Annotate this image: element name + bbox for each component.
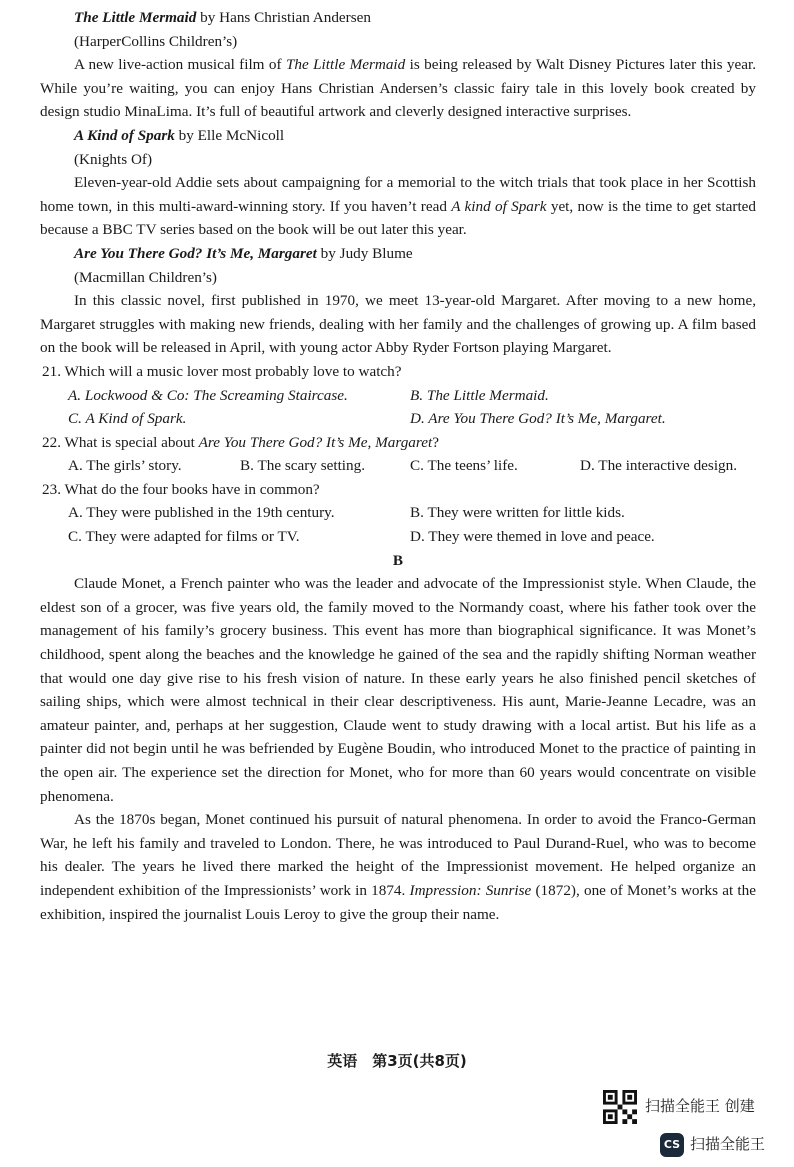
book-author: by Judy Blume: [316, 244, 413, 262]
question-21-stem: 21. Which will a music lover most probably love to watch?: [42, 362, 402, 380]
question-23-options-row2: [40, 525, 756, 549]
camscanner-logo-icon: CS: [660, 1133, 684, 1157]
book-description: A new live-action musical film of The Little Mermaid is being released by Walt Disney Pictures later this year. While you’re waiting, you can enjoy Hans Christian Andersen’s classic fairy tale in this lovely book created by design studio MinaLima. It’s full of beautiful artwork and cleverly designed interactive surprises.: [40, 56, 757, 121]
book-author: by Elle McNicoll: [174, 126, 285, 144]
question-23-options-row1: [40, 501, 756, 525]
option-a[interactable]: A. They were published in the 19th century.: [68, 504, 335, 522]
option-d[interactable]: D. The interactive design.: [580, 457, 738, 475]
page-footer: 英语 第3页(共8页): [327, 1052, 467, 1070]
book-publisher: (HarperCollins Children’s): [74, 32, 238, 50]
question-21-options-row1: [40, 384, 756, 408]
option-b[interactable]: B. They were written for little kids.: [410, 504, 625, 522]
passage-paragraph: As the 1870s began, Monet continued his pursuit of natural phenomena. In order to avoid the Franco-German War, he left his family and traveled to London. There, he was introduced to Paul Durand-Ruel, who was to become his dealer. The years he lived there marked the height of the Impressionist movement. He helped organize an independent exhibition of the Impressionists’ work in 1874. Impression: Sunrise (1872), one of Monet’s works at the exhibition, inspired the journalist Louis Leroy to give the group their name.: [40, 811, 756, 923]
book-title: The Little Mermaid: [74, 9, 197, 26]
book-title-line: [40, 124, 756, 148]
book-title-line: [40, 6, 756, 30]
option-c[interactable]: C. The teens’ life.: [410, 457, 518, 475]
book-title-line: [40, 242, 756, 266]
qr-code-icon: [603, 1090, 637, 1124]
option-c[interactable]: C. They were adapted for films or TV.: [68, 528, 300, 546]
option-d[interactable]: D. Are You There God? It’s Me, Margaret.: [410, 410, 666, 428]
book-publisher: (Macmillan Children’s): [74, 268, 217, 286]
exam-page: [40, 6, 756, 926]
passage-paragraph: Claude Monet, a French painter who was the leader and advocate of the Impressionist style. When Claude, the eldest son of a grocer, was five years old, the family moved to the Normandy coast, where his father took over the management of his family’s grocery business. This event has more than biographical significance. It was Monet’s childhood, spent along the beaches and the knowledge he gained of the sea and the rapidly shifting Norman weather that would one day give rise to his fresh vision of nature. In these early years he also finished pencil sketches of sailing ships, which were almost technical in their clear descriptiveness. His aunt, Marie-Jeanne Lecadre, was an amateur painter, and, perhaps at her suggestion, Claude went to study drawing with a local artist. But his life as a painter did not begin until he was befriended by Eugène Boudin, who introduced Monet to the practice of painting in the open air. The experience set the direction for Monet, who for more than 60 years would concentrate on visible phenomena.: [40, 575, 756, 805]
brand-text: 扫描全能王: [690, 1135, 766, 1154]
scanner-watermark: [603, 1090, 755, 1124]
option-d[interactable]: D. They were themed in love and peace.: [410, 528, 655, 546]
book-description: In this classic novel, first published in 1970, we meet 13-year-old Margaret. After moving to a new home, Margaret struggles with making new friends, dealing with her family and the challenges of growing up. A film based on the book will be released in April, with young actor Abby Ryder Fortson playing Margaret.: [40, 292, 756, 357]
option-b[interactable]: B. The Little Mermaid.: [410, 386, 549, 404]
question-22-stem: 22. What is special about Are You There God? It’s Me, Margaret?: [42, 433, 439, 451]
question-21-options-row2: [40, 407, 756, 431]
scanner-brand: [660, 1133, 765, 1157]
option-a[interactable]: A. The girls’ story.: [68, 457, 182, 475]
question-22-options: [40, 454, 756, 478]
book-publisher: (Knights Of): [74, 150, 153, 168]
option-b[interactable]: B. The scary setting.: [240, 457, 365, 475]
book-description: Eleven-year-old Addie sets about campaigning for a memorial to the witch trials that took place in her Scottish home town, in this multi-award-winning story. If you haven’t read A kind of Spark yet, now is the time to get started because a BBC TV series based on the book will be out later this year.: [40, 174, 756, 239]
option-c[interactable]: C. A Kind of Spark.: [68, 410, 187, 428]
option-a[interactable]: A. Lockwood & Co: The Screaming Staircase.: [68, 386, 348, 404]
book-title: Are You There God? It’s Me, Margaret: [74, 244, 317, 262]
question-23-stem: 23. What do the four books have in common?: [42, 480, 320, 498]
book-title: A Kind of Spark: [74, 126, 175, 144]
section-label: B: [392, 551, 404, 569]
book-author: by Hans Christian Andersen: [196, 9, 371, 26]
scanner-text: 扫描全能王 创建: [645, 1097, 755, 1116]
